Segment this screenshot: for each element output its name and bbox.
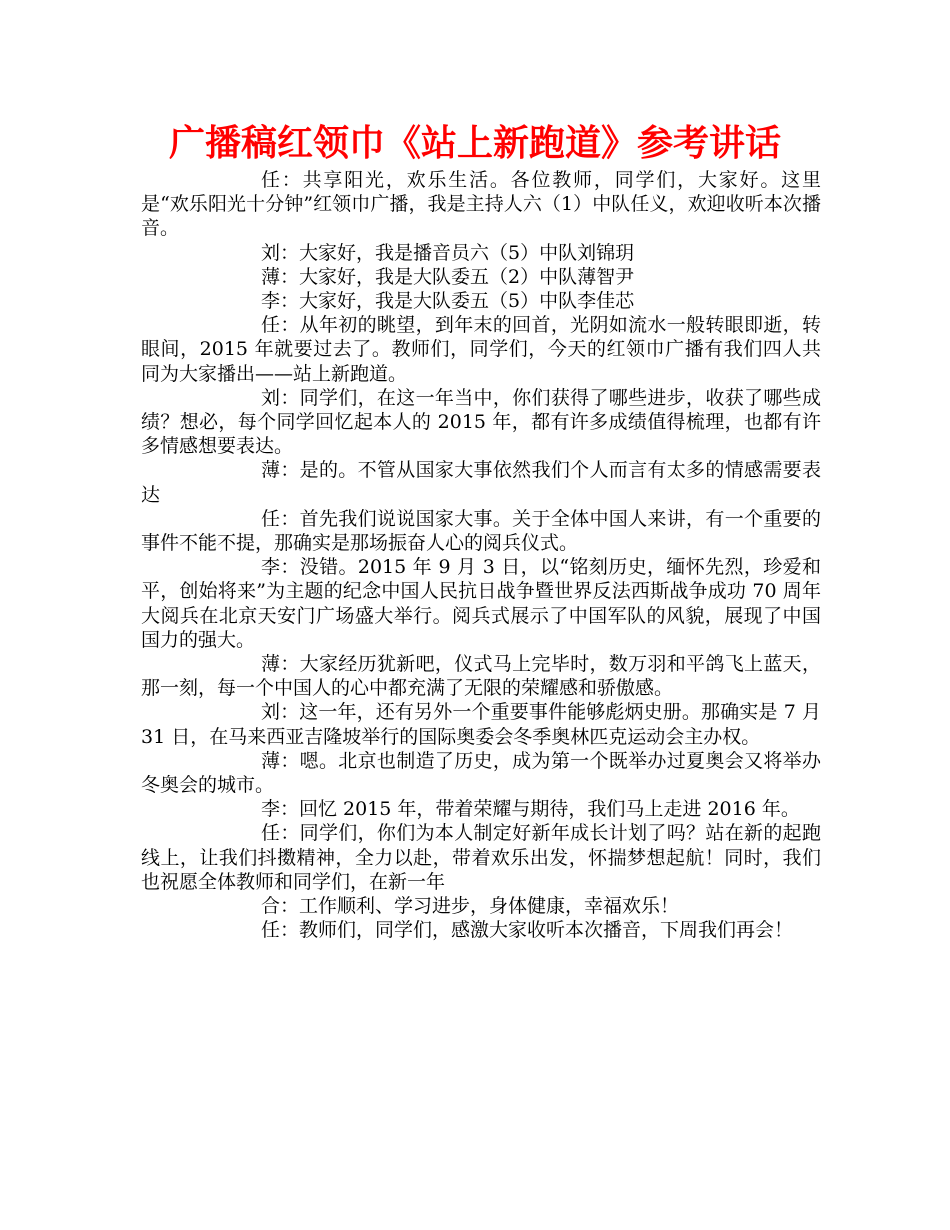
paragraph: 李：没错。2015 年 9 月 3 日，以“铭刻历史，缅怀先烈，珍爱和平，创始将来”为主题的纪念中国人民抗日战争暨世界反法西斯战争成功 70 周年大阅兵在北京天安门广场盛大举行。阅兵式展示了中国军队的风貌，展现了中国国力的强大。 xyxy=(141,556,821,651)
document-title: 广播稿红领巾《站上新跑道》参考讲话 xyxy=(168,123,781,164)
paragraph: 李：回忆 2015 年，带着荣耀与期待，我们马上走进 2016 年。 xyxy=(261,798,800,821)
paragraph: 李：大家好，我是大队委五（5）中队李佳芯 xyxy=(261,290,635,313)
paragraph: 薄：大家好，我是大队委五（2）中队薄智尹 xyxy=(261,265,635,288)
paragraph: 任：从年初的眺望，到年末的回首，光阴如流水一般转眼即逝，转眼间，2015 年就要过去了。教师们，同学们，今天的红领巾广播有我们四人共同为大家播出——站上新跑道。 xyxy=(141,314,821,385)
paragraph: 薄：大家经历犹新吧，仪式马上完毕时，数万羽和平鸽飞上蓝天，那一刻，每一个中国人的心中都充满了无限的荣耀感和骄傲感。 xyxy=(141,653,821,700)
paragraph: 刘：同学们，在这一年当中，你们获得了哪些进步，收获了哪些成绩？想必，每个同学回忆起本人的 2015 年，都有许多成绩值得梳理，也都有许多情感想要表达。 xyxy=(141,386,821,458)
paragraph: 任：教师们，同学们，感激大家收听本次播音，下周我们再会！ xyxy=(261,919,794,942)
paragraph: 刘：大家好，我是播音员六（5）中队刘锦玥 xyxy=(261,241,635,264)
paragraph: 刘：这一年，还有另外一个重要事件能够彪炳史册。那确实是 7 月 31 日，在马来西亚吉隆坡举行的国际奥委会冬季奥林匹克运动会主办权。 xyxy=(141,701,821,748)
paragraph: 任：首先我们说说国家大事。关于全体中国人来讲，有一个重要的事件不能不提，那确实是那场振奋人心的阅兵仪式。 xyxy=(141,507,821,555)
paragraph: 任：共享阳光，欢乐生活。各位教师，同学们，大家好。这里是“欢乐阳光十分钟”红领巾广播，我是主持人六（1）中队任义，欢迎收听本次播音。 xyxy=(141,169,821,240)
paragraph: 任：同学们，你们为本人制定好新年成长计划了吗？站在新的起跑线上，让我们抖擞精神，全力以赴，带着欢乐出发，怀揣梦想起航！同时，我们也祝愿全体教师和同学们，在新一年 xyxy=(141,822,821,893)
paragraph: 薄：是的。不管从国家大事依然我们个人而言有太多的情感需要表达 xyxy=(141,459,821,506)
paragraph: 薄：嗯。北京也制造了历史，成为第一个既举办过夏奥会又将举办冬奥会的城市。 xyxy=(141,749,821,797)
document-body xyxy=(141,168,821,943)
paragraph: 合：工作顺利、学习进步，身体健康，幸福欢乐！ xyxy=(261,895,680,918)
